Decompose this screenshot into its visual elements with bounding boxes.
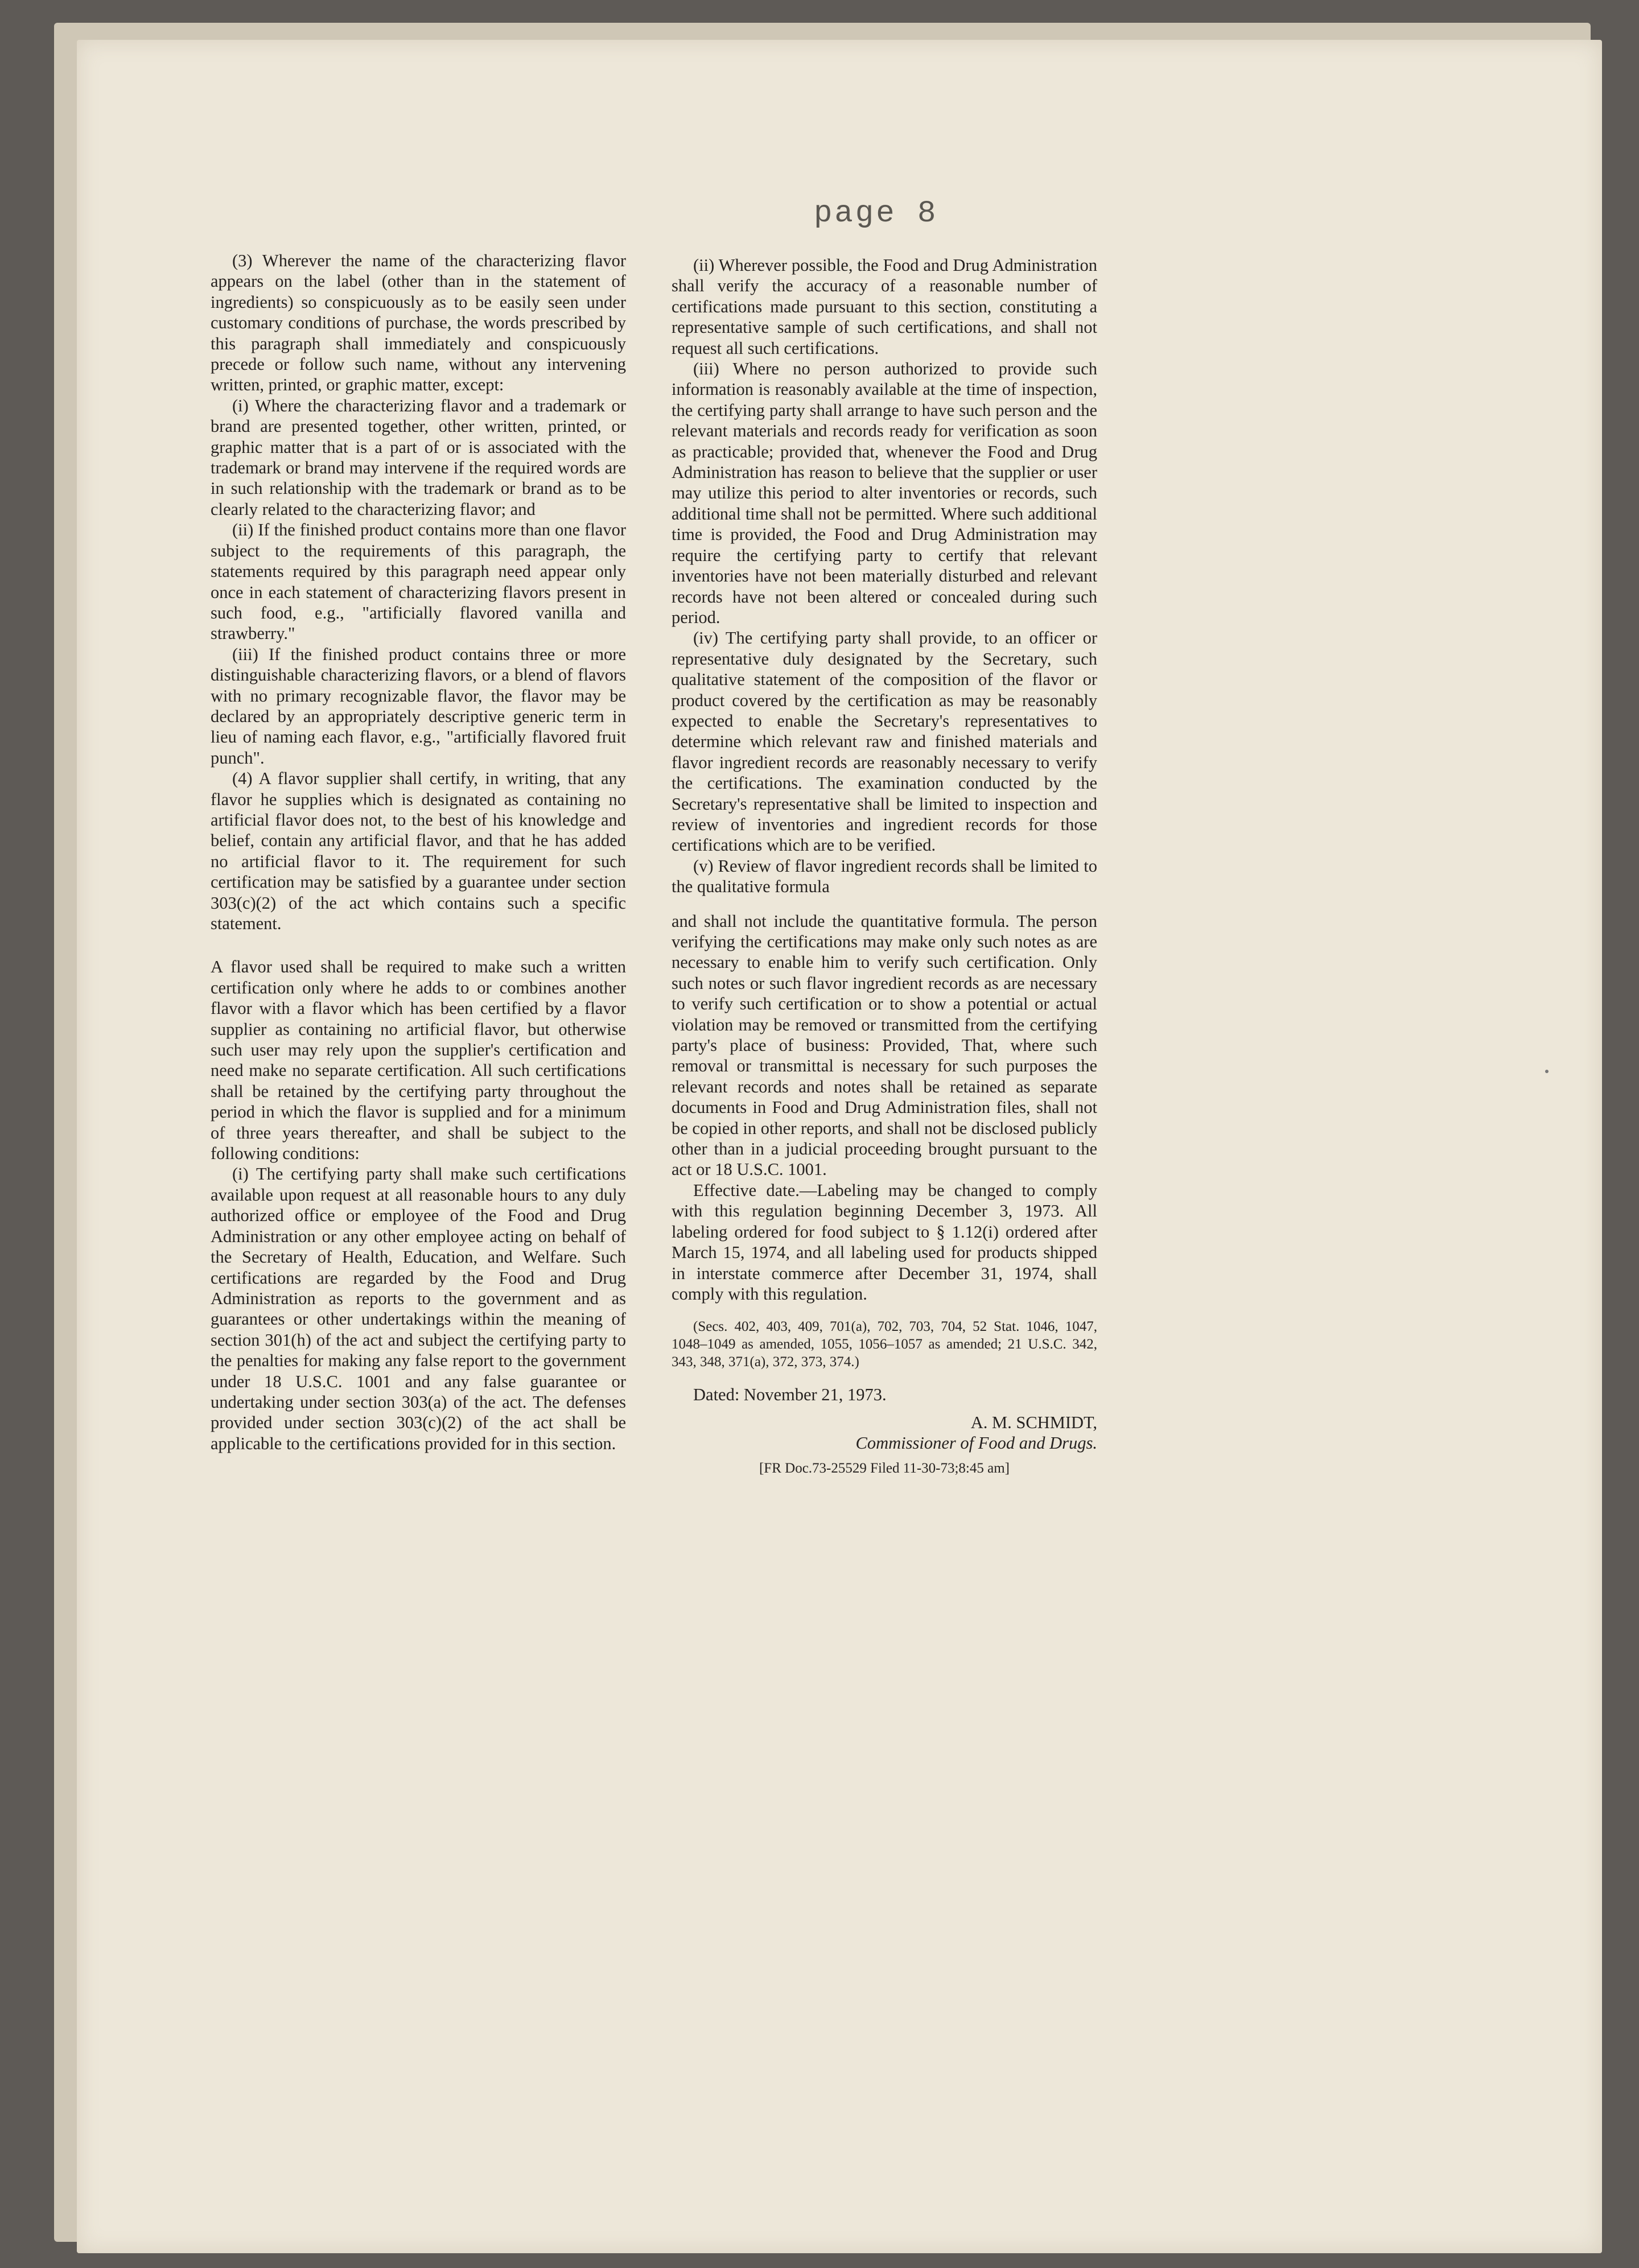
paragraph-3-ii: (ii) If the finished product contains more than one flavor subject to the requirements of this paragraph, the statements required by this paragraph need appear only once in each statement of characterizing flavors present in such food, e.g., "artificially flavored vanilla and strawberry." [211, 520, 626, 644]
condition-v: (v) Review of flavor ingredient records shall be limited to the qualitative formula [672, 856, 1097, 897]
signer-title: Commissioner of Food and Drugs. [855, 1433, 1097, 1453]
paragraph-3-i: (i) Where the characterizing flavor and a trademark or brand are presented together, other written, printed, or graphic matter that is a part of or is associated with the trademark or brand may intervene if the required words are in such relationship with the trademark or brand as to be clearly related to the characterizing flavor; and [211, 395, 626, 519]
left-text-column [211, 250, 626, 1454]
paragraph-3-iii: (iii) If the finished product contains three or more distinguishable characterizing flavors, or a blend of flavors with no primary recognizable flavor, the flavor may be declared by an appropriately descriptive generic term in lieu of naming each flavor, e.g., "artificially flavored fruit punch". [211, 644, 626, 768]
dated-line: Dated: November 21, 1973. [693, 1385, 887, 1405]
condition-iv: (iv) The certifying party shall provide, to an officer or representative duly designated by the Secretary, such qualitative statement of the composition of the flavor or product covered by the certification as may be reasonably expected to enable the Secretary's representatives to determine which relevant raw and finished materials and flavor ingredient records are reasonably necessary to verify the certifications. The examination conducted by the Secretary's representative shall be limited to inspection and review of inventories and ingredient records for those certifications which are to be verified. [672, 628, 1097, 855]
page-number-label: page 8 [814, 196, 938, 231]
condition-ii: (ii) Wherever possible, the Food and Drug Administration shall verify the accuracy of a reasonable number of certifications made pursuant to this section, constituting a representative sample of such certifications, and shall not request all such certifications. [672, 255, 1097, 358]
paragraph-3: (3) Wherever the name of the characterizing flavor appears on the label (other than in the statement of ingredients) so conspicuously as to be easily seen under customary conditions of purchase, the words prescribed by this paragraph shall immediately and conspicuously precede or follow such name, without any intervening written, printed, or graphic matter, except: [211, 251, 626, 395]
condition-i: (i) The certifying party shall make such certifications available upon request at all reasonable hours to any duly authorized office or employee of the Food and Drug Administration or any other employee acting on behalf of the Secretary of Health, Education, and Welfare. Such certifications are regarded by the Food and Drug Administration as reports to the government and as guarantees or other undertakings within the meaning of section 301(h) of the act and subject the certifying party to the penalties for making any false report to the government under 18 U.S.C. 1001 and any false guarantee or undertaking under section 303(a) of the act. The defenses provided under section 303(c)(2) of the act shall be applicable to the certifications provided for in this section. [211, 1164, 626, 1453]
condition-iii: (iii) Where no person authorized to provide such information is reasonably available at the time of inspection, the certifying party shall arrange to have such person and the relevant materials and records ready for verification as soon as practicable; provided that, whenever the Food and Drug Administration has reason to believe that the supplier or user may utilize this period to alter inventories or records, such additional time shall not be permitted. Where such additional time is provided, the Food and Drug Administration may require the certifying party to certify that relevant inventories have not been materially disturbed and relevant records have not been altered or concealed during such period. [672, 359, 1097, 627]
effective-date-paragraph: Effective date.—Labeling may be changed to comply with this regulation beginning December 3, 1973. All labeling ordered for food subject to § 1.12(i) ordered after March 15, 1974, and all labeling used for products shipped in interstate commerce after December 31, 1974, shall comply with this regulation. [672, 1180, 1097, 1304]
signer-name: A. M. SCHMIDT, [970, 1412, 1097, 1432]
paragraph-4: (4) A flavor supplier shall certify, in writing, that any flavor he supplies which is designated as containing no artificial flavor does not, to the best of his knowledge and belief, contain any artificial flavor, and that he has added no artificial flavor to it. The requirement for such certification may be satisfied by a guarantee under section 303(c)(2) of the act which contains such a specific statement. [211, 769, 626, 933]
condition-v-continued: and shall not include the quantitative formula. The person verifying the certifications may make only such notes as are necessary to enable him to verify such certification. Only such notes or such flavor ingredient records as are necessary to verify such certification or to show a potential or actual violation may be removed or transmitted from the certifying party's place of business: Provided, That, where such removal or transmittal is necessary for such purposes the relevant records and notes shall be retained as separate documents in Food and Drug Administration files, shall not be copied in other reports, and shall not be disclosed publicly other than in a judicial proceeding brought pursuant to the act or 18 U.S.C. 1001. [672, 911, 1097, 1180]
fr-doc-line: [FR Doc.73-25529 Filed 11-30-73;8:45 am] [759, 1460, 1010, 1476]
margin-mark [1545, 1070, 1549, 1073]
right-text-column [672, 255, 1097, 1477]
authority-citation: (Secs. 402, 403, 409, 701(a), 702, 703, 704, 52 Stat. 1046, 1047, 1048–1049 as amended, 1055, 1056–1057 as amended; 21 U.S.C. 342, 343, 348, 371(a), 372, 373, 374.) [672, 1319, 1097, 1370]
flavor-user-paragraph: A flavor used shall be required to make such a written certification only where he adds to or combines another flavor with a flavor which has been certified by a flavor supplier as containing no artificial flavor, but otherwise such user may rely upon the supplier's certification and need make no separate certification. All such certifications shall be retained by the certifying party throughout the period in which the flavor is supplied and for a minimum of three years thereafter, and shall be subject to the following conditions: [211, 957, 626, 1164]
